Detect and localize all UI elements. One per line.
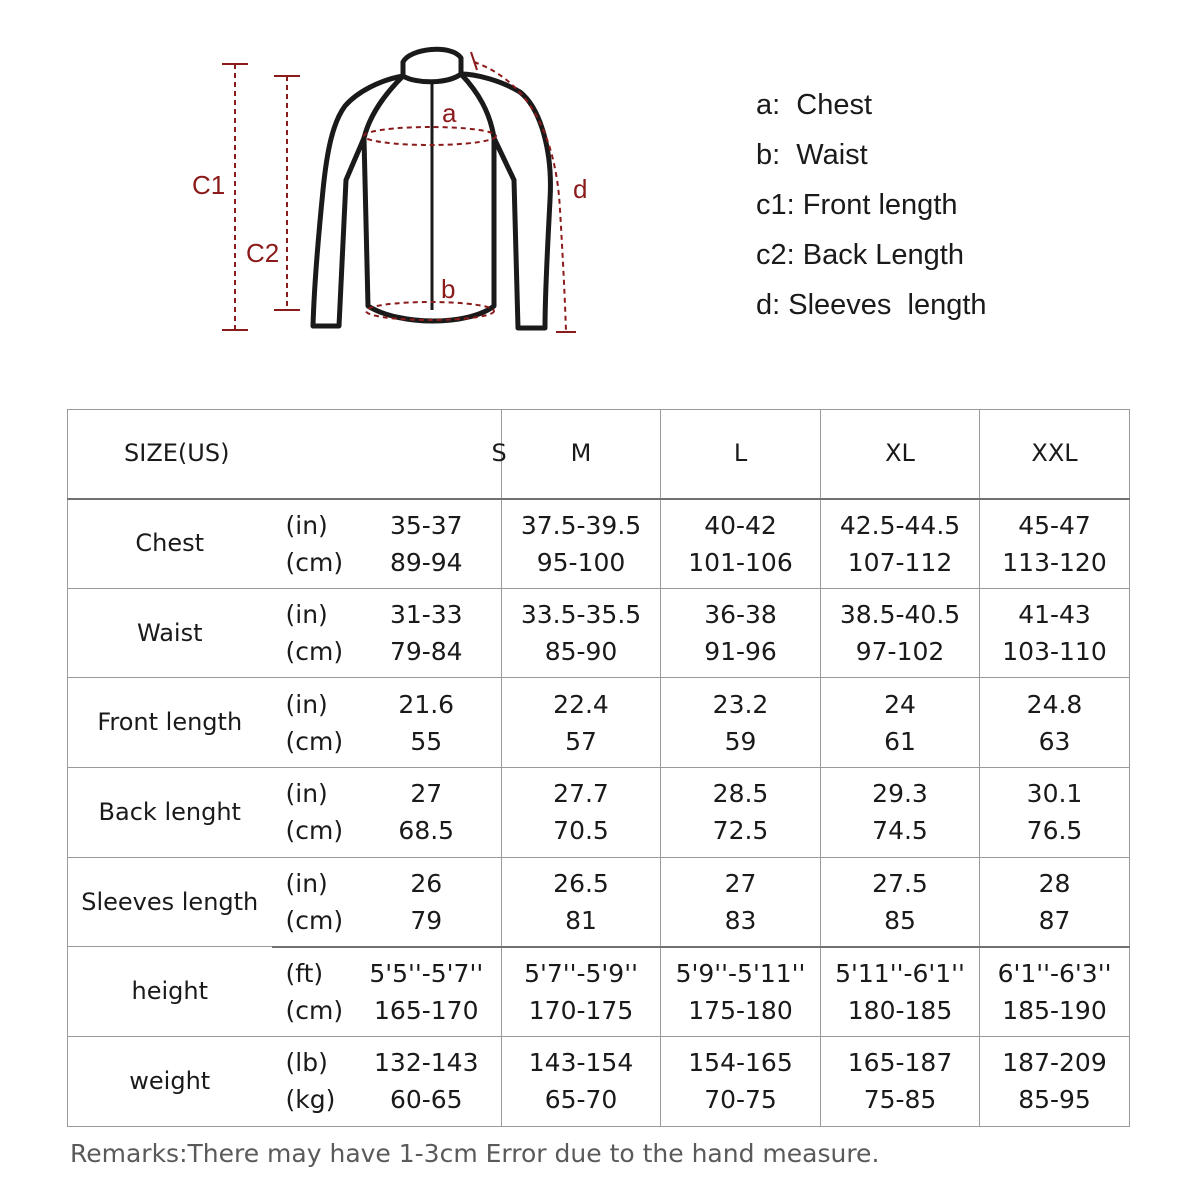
jacket-diagram [0,0,700,380]
value-text: 27 [724,868,757,898]
unit-cell [272,678,352,768]
value-text: 113-120 [1002,547,1107,577]
value-text: 35-37 [389,510,463,540]
value-text: 85-95 [1018,1085,1091,1115]
value-cell [661,947,821,1037]
value-cell [661,588,821,678]
unit-cell [272,499,352,589]
value-text: 143-154 [528,1048,634,1078]
value-text: 41-43 [1018,600,1091,630]
remarks-note: Remarks:There may have 1-3cm Error due to the hand measure. [70,1139,880,1168]
value-cell [502,768,661,858]
value-text: 175-180 [688,996,793,1026]
value-text: 79-84 [389,637,463,667]
value-cell [661,768,821,858]
value-text: 72.5 [712,816,769,846]
value-text: 95-100 [536,547,626,577]
size-header-xxl: XXL [980,410,1130,499]
value-text: 27 [410,779,443,809]
unit-label: (cm) [285,637,344,667]
unit-label: (ft) [285,959,324,989]
value-cell [352,588,502,678]
value-text: 29.3 [872,779,928,809]
value-cell [352,1037,502,1127]
value-text: 5'7''-5'9'' [524,959,638,989]
value-cell [352,768,502,858]
value-text: 28 [1038,868,1071,898]
value-cell [661,499,821,589]
value-text: 74.5 [872,816,928,846]
value-text: 132-143 [374,1048,479,1078]
value-cell [821,857,980,947]
value-cell [980,678,1130,768]
value-text: 89-94 [389,547,463,577]
jacket-outline-icon [0,0,700,380]
value-cell [661,1037,821,1127]
unit-label: (in) [285,868,328,898]
unit-cell [272,857,352,947]
c2-mark: C2 [246,238,280,268]
value-text: 23.2 [712,689,769,719]
value-cell [502,499,661,589]
value-text: 76.5 [1026,816,1083,846]
value-text: 27.7 [553,779,609,809]
unit-label: (in) [285,510,328,540]
row-label: Back lenght [68,768,272,858]
value-text: 40-42 [704,510,777,540]
unit-label: (cm) [285,816,344,846]
unit-label: (in) [285,779,328,809]
value-text: 180-185 [847,996,953,1026]
c1-mark: C1 [192,170,226,200]
value-text: 75-85 [863,1085,937,1115]
value-text: 30.1 [1026,779,1083,809]
unit-cell [272,1037,352,1127]
legend-item-waist: b: Waist [756,139,868,171]
a-mark: a [442,98,457,128]
value-text: 5'9''-5'11'' [675,959,806,989]
unit-label: (in) [285,689,328,719]
value-text: 70-75 [704,1085,777,1115]
value-text: 37.5-39.5 [520,510,642,540]
size-chart-table [67,409,1130,1127]
legend-item-chest: a: Chest [756,89,873,121]
legend-item-back-length: c2: Back Length [756,239,964,271]
value-text: 165-187 [847,1048,953,1078]
value-cell [502,1037,661,1127]
size-header-m: M [502,410,661,499]
value-cell [980,1037,1130,1127]
legend-item-front-length: c1: Front length [756,189,958,221]
value-text: 31-33 [389,600,463,630]
value-text: 21.6 [398,689,455,719]
table-row [68,947,1130,1037]
value-cell [980,857,1130,947]
value-cell [502,588,661,678]
legend-item-sleeves-length: d: Sleeves length [756,289,987,321]
row-label: Chest [68,499,272,589]
table-row [68,1037,1130,1127]
unit-label: (cm) [285,996,344,1026]
value-text: 83 [724,905,757,935]
value-cell [821,588,980,678]
value-cell [502,947,661,1037]
value-text: 55 [410,726,443,756]
value-cell [352,678,502,768]
row-label: Sleeves length [68,857,272,947]
value-text: 81 [565,905,597,935]
value-text: 26 [410,868,443,898]
value-text: 103-110 [1002,637,1107,667]
unit-label: (cm) [285,547,344,577]
unit-cell [272,768,352,858]
value-text: 24 [884,689,916,719]
row-label: Front length [68,678,272,768]
value-cell [821,499,980,589]
unit-label: (cm) [285,905,344,935]
value-text: 24.8 [1026,689,1083,719]
unit-label: (lb) [285,1048,328,1078]
value-cell [821,1037,980,1127]
value-text: 187-209 [1002,1048,1107,1078]
value-text: 61 [884,726,916,756]
row-label: weight [68,1037,272,1127]
value-cell [502,857,661,947]
value-text: 5'5''-5'7'' [369,959,484,989]
value-cell [352,499,502,589]
table-row [68,857,1130,947]
value-cell [821,678,980,768]
value-text: 60-65 [389,1085,463,1115]
value-text: 33.5-35.5 [520,600,642,630]
value-cell [502,678,661,768]
unit-label: (kg) [285,1085,336,1115]
value-text: 26.5 [553,868,609,898]
value-text: 57 [565,726,597,756]
value-text: 70.5 [553,816,609,846]
value-text: 36-38 [704,600,777,630]
table-row [68,678,1130,768]
table-row [68,768,1130,858]
unit-cell [272,588,352,678]
value-cell [352,857,502,947]
value-text: 63 [1038,726,1071,756]
value-text: 42.5-44.5 [839,510,961,540]
unit-label: (cm) [285,726,344,756]
row-label: Waist [68,588,272,678]
value-text: 59 [724,726,757,756]
d-mark: d [573,174,588,204]
value-cell [821,947,980,1037]
b-mark: b [441,274,456,304]
value-text: 101-106 [688,547,793,577]
value-text: 85 [884,905,916,935]
value-cell [980,499,1130,589]
value-text: 5'11''-6'1'' [835,959,965,989]
measurement-legend [756,84,987,334]
size-header-label: SIZE(US) [68,410,352,499]
value-text: 45-47 [1018,510,1091,540]
value-cell [661,857,821,947]
value-cell [980,588,1130,678]
value-text: 170-175 [528,996,634,1026]
size-header-xl: XL [821,410,980,499]
value-cell [661,678,821,768]
value-cell [352,947,502,1037]
row-label: height [68,947,272,1037]
size-header-l: L [661,410,821,499]
value-text: 79 [410,905,443,935]
value-text: 68.5 [398,816,455,846]
unit-cell [272,947,352,1037]
value-text: 87 [1038,905,1071,935]
value-text: 85-90 [544,637,618,667]
value-text: 91-96 [704,637,777,667]
value-text: 165-170 [374,996,479,1026]
table-row [68,499,1130,589]
value-text: 185-190 [1002,996,1107,1026]
value-cell [980,947,1130,1037]
size-header-s: S [352,410,502,499]
table-body [68,410,1130,1127]
value-text: 65-70 [544,1085,618,1115]
value-cell [821,768,980,858]
value-cell [980,768,1130,858]
value-text: 27.5 [872,868,928,898]
value-text: 97-102 [855,637,945,667]
value-text: 22.4 [553,689,609,719]
table-header-row [68,410,1130,499]
value-text: 154-165 [688,1048,793,1078]
value-text: 38.5-40.5 [839,600,961,630]
value-text: 28.5 [712,779,769,809]
unit-label: (in) [285,600,328,630]
table-row [68,588,1130,678]
value-text: 6'1''-6'3'' [997,959,1112,989]
value-text: 107-112 [847,547,953,577]
